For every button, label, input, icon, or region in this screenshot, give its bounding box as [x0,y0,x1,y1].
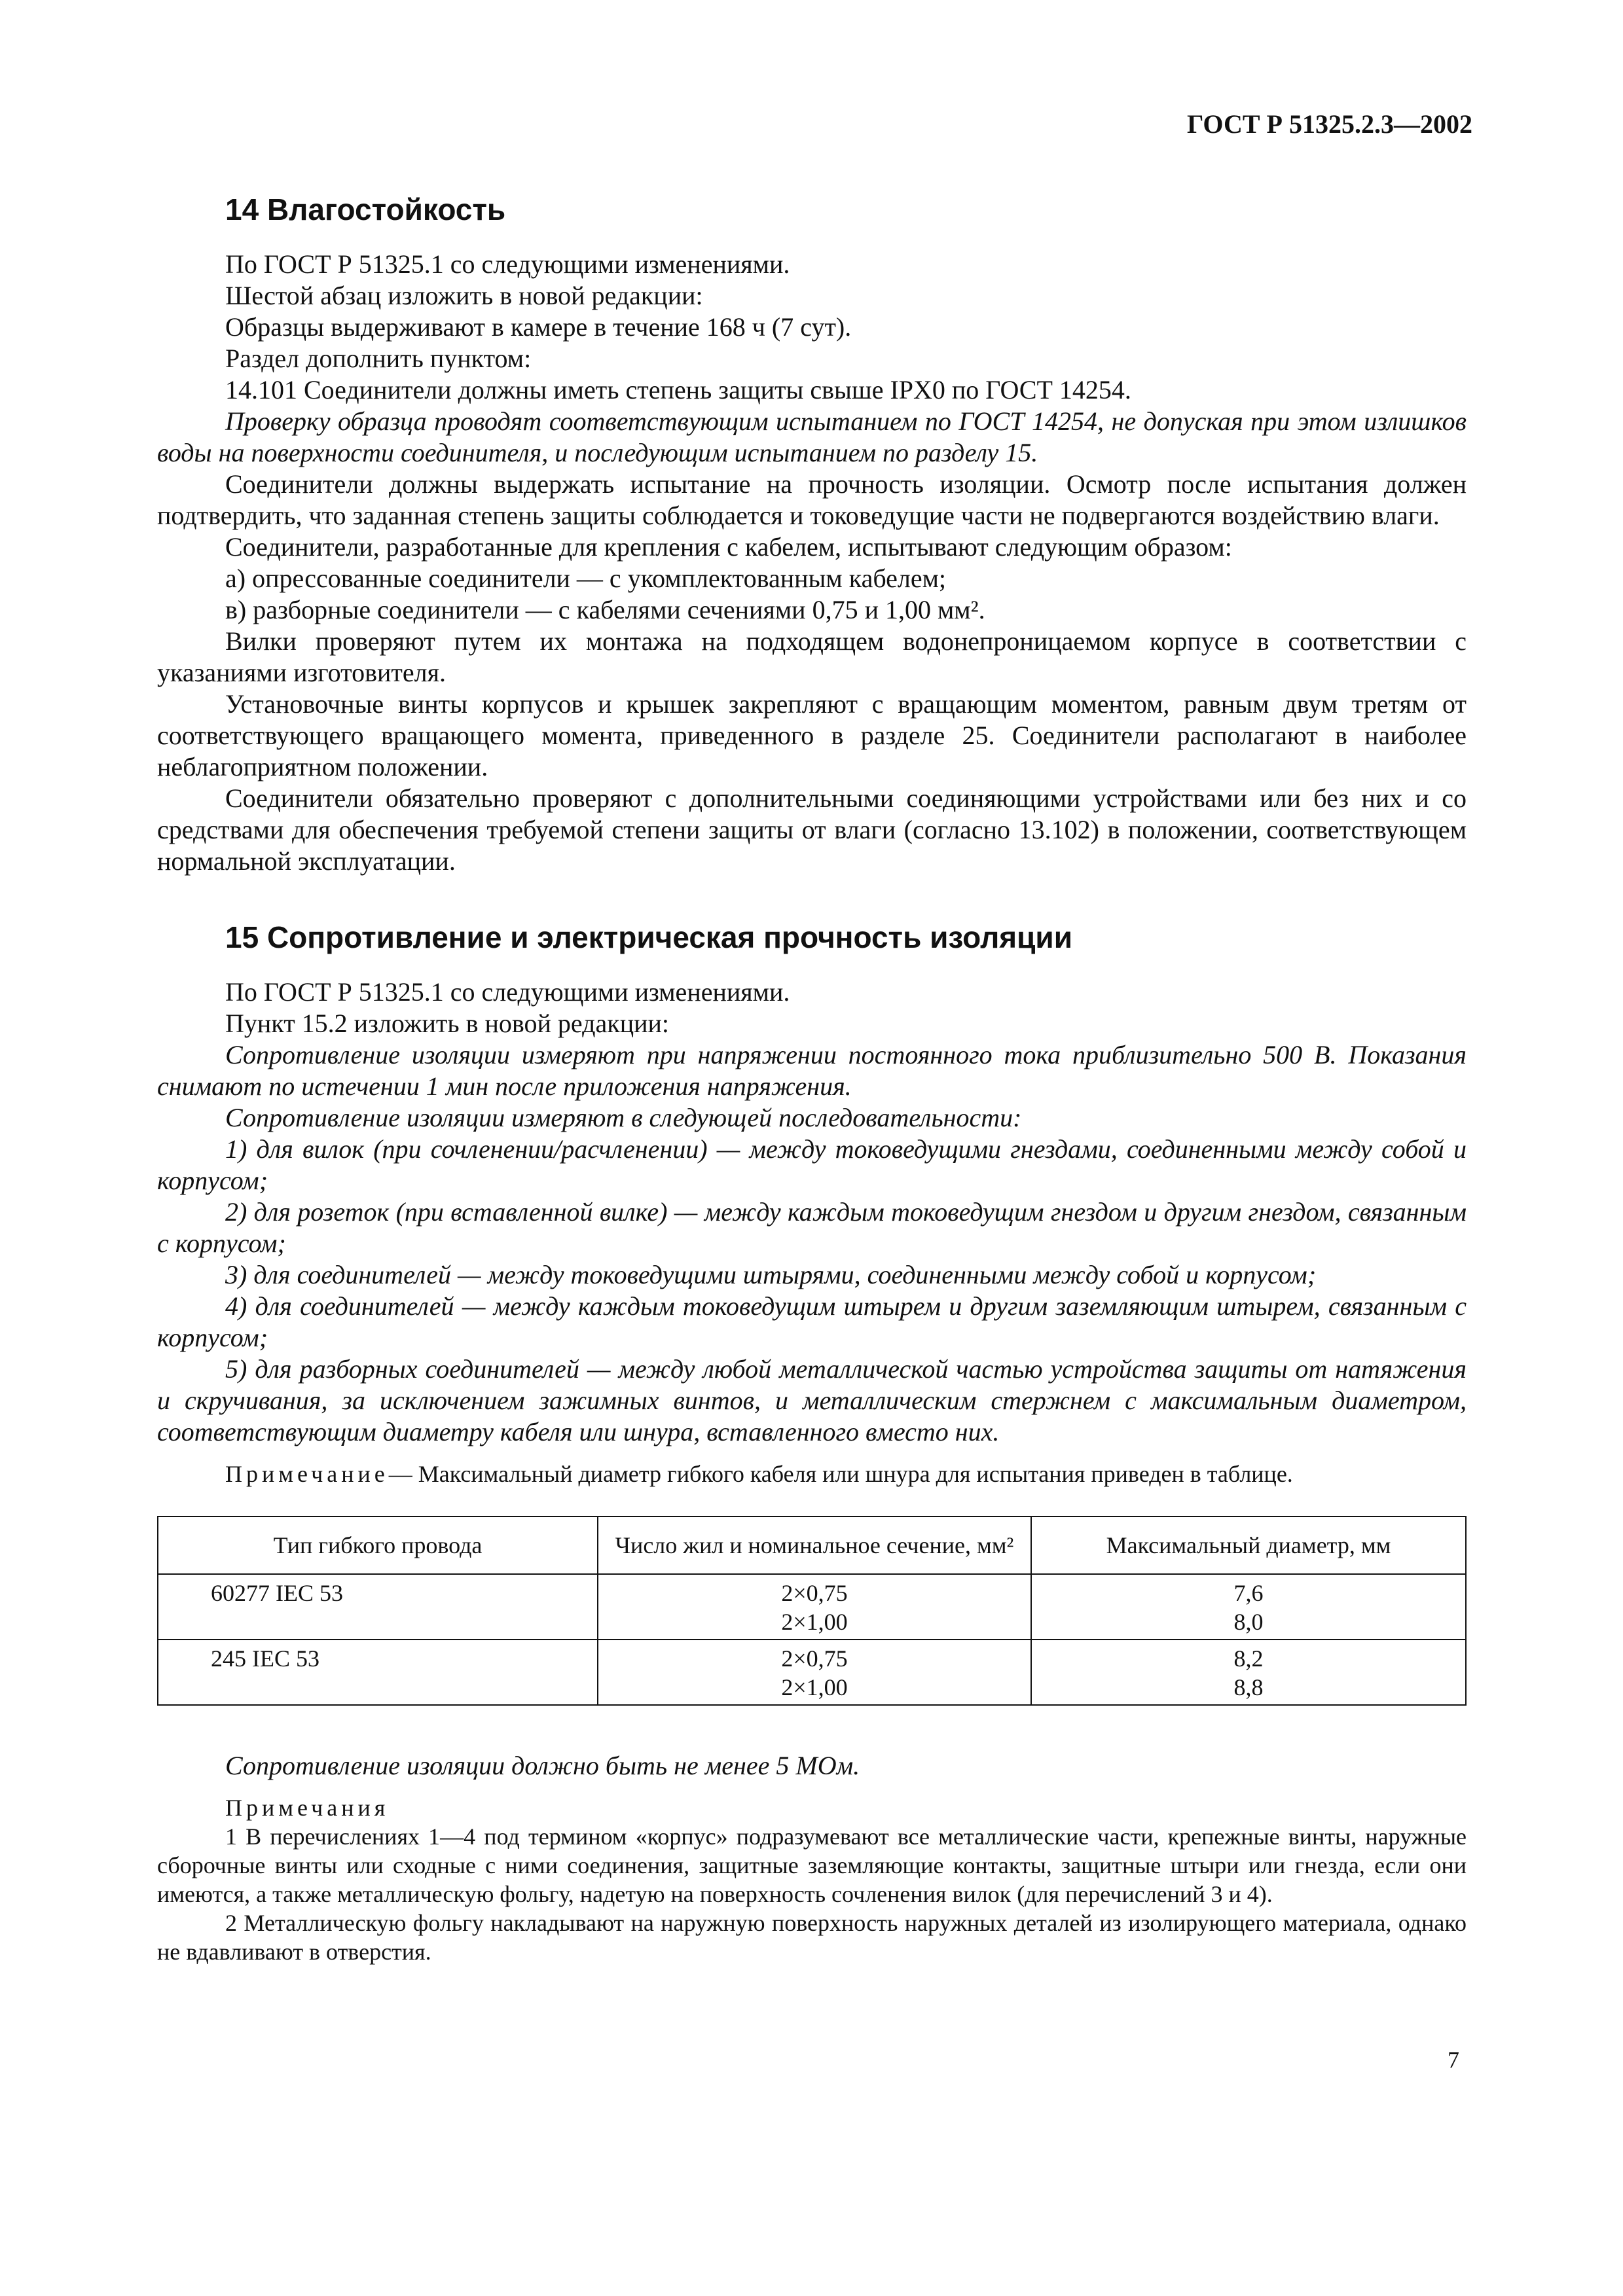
note-item: 1 В перечислениях 1—4 под термином «корпус» подразумевают все металлические части, крепежные винты, наружные сборочные винты или сходные с ними соединения, защитные заземляющие контакты, защитные штыри или гнезда, если они имеются, а также металлическую фольгу, надетую на поверхность сочленения вилок (для перечислений 3 и 4). [157,1823,1467,1907]
paragraph: По ГОСТ Р 51325.1 со следующими изменениями. [225,977,790,1007]
cores-section-cell: 2×0,75 2×1,00 [598,1640,1031,1705]
paragraph: Вилки проверяют путем их монтажа на подходящем водонепроницаемом корпусе в соответствии с указаниями изготовителя. [157,626,1467,687]
section-14-title: 14 Влагостойкость [225,192,506,226]
notes-heading [157,1793,1467,1822]
document-code: ГОСТ Р 51325.2.3—2002 [1186,109,1472,139]
paragraph: Сопротивление изоляции измеряют при напряжении постоянного тока приблизительно 500 В. Показания снимают по истечении 1 мин после приложения напряжения. [157,1040,1467,1101]
table-header-cell: Максимальный диаметр, мм [1031,1516,1466,1574]
table-note [157,1460,1467,1488]
paragraph: По ГОСТ Р 51325.1 со следующими изменениями. [225,249,790,279]
paragraph: Соединители должны выдержать испытание на прочность изоляции. Осмотр после испытания должен подтвердить, что заданная степень защиты соблюдается и токоведущие части не подвергаются воздействию влаги. [157,469,1467,530]
table-header-cell: Тип гибкого провода [158,1516,598,1574]
paragraph: Образцы выдерживают в камере в течение 168 ч (7 сут). [225,312,852,342]
paragraph: Раздел дополнить пунктом: [225,344,532,373]
section-14 [157,190,1467,877]
cable-diameter-table [157,1516,1467,1706]
table-header-row [158,1516,1466,1574]
cable-type-cell: 245 IEC 53 [158,1640,598,1705]
paragraph: 3) для соединителей — между токоведущими штырями, соединенными между собой и корпусом; [225,1260,1317,1289]
section-15-body [157,977,1467,1448]
page-content [157,190,1467,1966]
page-number: 7 [1448,2047,1459,2073]
table-body [158,1574,1466,1705]
max-diameter-cell: 8,2 8,8 [1031,1640,1466,1705]
paragraph: а) опрессованные соединители — с укомплектованным кабелем; [225,564,947,593]
note-item: 2 Металлическую фольгу накладывают на наружную поверхность наружных деталей из изолирующего материала, однако не вдавливают в отверстия. [157,1910,1467,1965]
paragraph: 14.101 Соединители должны иметь степень защиты свыше IPX0 по ГОСТ 14254. [225,375,1131,404]
cores-section-cell: 2×0,75 2×1,00 [598,1574,1031,1640]
paragraph: 4) для соединителей — между каждым токоведущим штырем и другим заземляющим штырем, связанным с корпусом; [157,1291,1467,1352]
table-header-cell: Число жил и номинальное сечение, мм² [598,1516,1031,1574]
cable-type-cell: 60277 IEC 53 [158,1574,598,1640]
paragraph: 5) для разборных соединителей — между любой металлической частью устройства защиты от натяжения и скручивания, за исключением зажимных винтов, и металлическим стержнем с максимальным диаметром, соответствующим диаметру кабеля или шнура, вставленного вместо них. [157,1354,1467,1446]
paragraph: Установочные винты корпусов и крышек закрепляют с вращающим моментом, равным двум третям от соответствующего вращающего момента, приведенного в разделе 25. Соединители располагают в наиболее неблагоприятном положении. [157,689,1467,781]
paragraph: в) разборные соединители — с кабелями сечениями 0,75 и 1,00 мм². [225,595,985,624]
table-row [158,1574,1466,1640]
paragraph: 1) для вилок (при сочленении/расчленении) — между токоведущими гнездами, соединенными между собой и корпусом; [157,1134,1467,1195]
paragraph: Проверку образца проводят соответствующим испытанием по ГОСТ 14254, не допуская при этом излишков воды на поверхности соединителя, и последующим испытанием по разделу 15. [157,406,1467,467]
paragraph: Шестой абзац изложить в новой редакции: [225,281,703,310]
paragraph: 2) для розеток (при вставленной вилке) — между каждым токоведущим гнездом и другим гнездом, связанным с корпусом; [157,1197,1467,1258]
paragraph: Сопротивление изоляции измеряют в следующей последовательности: [225,1103,1022,1132]
max-diameter-cell: 7,6 8,0 [1031,1574,1466,1640]
resistance-requirement: Сопротивление изоляции должно быть не менее 5 МОм. [225,1751,860,1780]
notes-heading-text: Примечания [225,1795,390,1821]
section-14-body [157,249,1467,877]
paragraph: Соединители обязательно проверяют с дополнительными соединяющими устройствами или без них и со средствами для обеспечения требуемой степени защиты от влаги (согласно 13.102) в положении, соответствующем нормальной эксплуатации. [157,783,1467,876]
note-label: Примечание [225,1461,389,1487]
note-text: — Максимальный диаметр гибкого кабеля или шнура для испытания приведен в таблице. [388,1461,1293,1487]
table-row [158,1640,1466,1705]
paragraph: Соединители, разработанные для крепления с кабелем, испытывают следующим образом: [225,532,1232,562]
section-15 [157,918,1467,1966]
notes-list [157,1822,1467,1966]
section-15-title: 15 Сопротивление и электрическая прочность изоляции [225,920,1072,954]
paragraph: Пункт 15.2 изложить в новой редакции: [225,1009,670,1038]
